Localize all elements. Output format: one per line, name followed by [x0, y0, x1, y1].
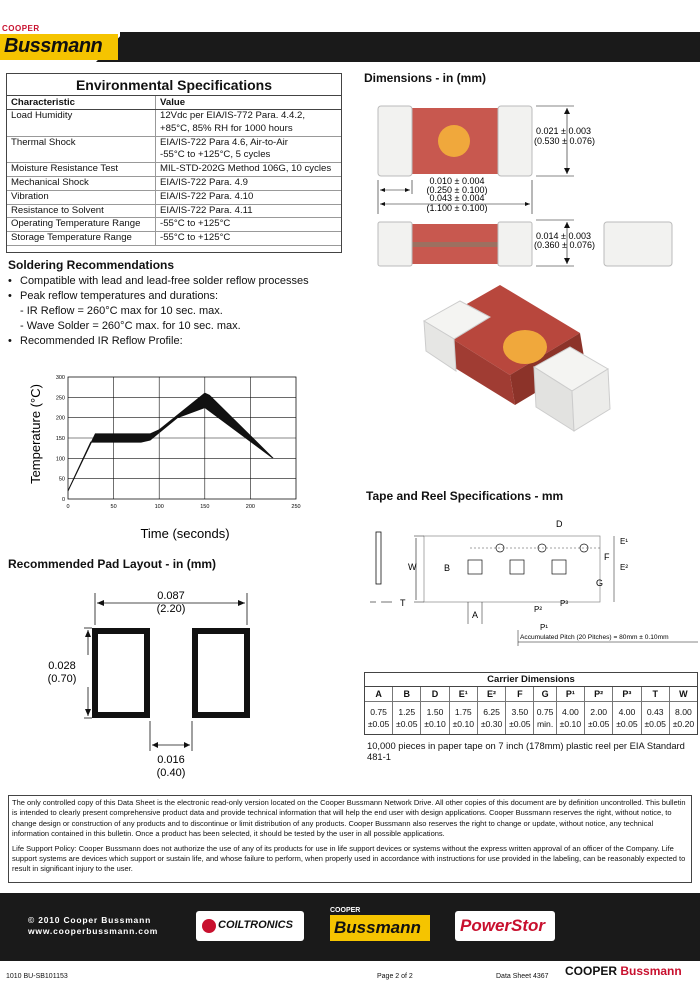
y-tick-label: 300	[55, 375, 65, 381]
x-axis-label: Time (seconds)	[140, 526, 230, 541]
env-value	[156, 218, 342, 232]
terminal-right	[498, 106, 532, 176]
reflow-profile-band	[68, 393, 273, 491]
tape-label-d: D	[556, 519, 563, 529]
carrier-header: P³	[613, 687, 641, 702]
reel-note: 10,000 pieces in paper tape on 7 inch (178mm) plastic reel per EIA Standard 481-1	[367, 740, 685, 762]
tape-label-a: A	[472, 610, 479, 620]
y-axis-label: Temperature (°C)	[28, 384, 43, 484]
env-value-line: -55°C to +125°C	[160, 218, 231, 230]
tape-label-w: W	[408, 562, 417, 572]
x-tick-label: 50	[110, 504, 117, 510]
x-tick-label: 0	[66, 504, 70, 510]
list-item: • Compatible with lead and lead-free solder reflow processes	[8, 274, 348, 289]
side-terminal-right	[498, 222, 532, 266]
height-mm: (0.530 ± 0.076)	[534, 136, 595, 146]
table-row	[7, 176, 341, 190]
powerstor-logo	[455, 911, 555, 941]
pad-layout-diagram	[40, 585, 290, 785]
page-number: Page 2 of 2	[377, 973, 413, 980]
bussmann-logo	[0, 34, 118, 60]
powerstor-text: PowerStor	[460, 916, 546, 935]
footer-copyright	[28, 915, 158, 937]
reflow-profile-chart	[28, 372, 328, 542]
carrier-cell: 8.00 ±0.20	[672, 707, 695, 729]
tape-label-f: F	[604, 552, 610, 562]
env-value-line: EIA/IS-722 Para. 4.11	[160, 204, 253, 216]
table-row	[7, 163, 341, 177]
env-value-line: 12Vdc per EIA/IS-772 Para. 4.4.2,	[160, 110, 306, 121]
list-item: - IR Reflow = 260°C max for 10 sec. max.	[20, 305, 223, 317]
tape-label-p2: P²	[534, 605, 542, 614]
tape-label-g: G	[596, 578, 604, 588]
side-terminal-left	[378, 222, 412, 266]
carrier-cell: 3.50 ±0.05	[506, 702, 534, 735]
soldering-list	[8, 274, 348, 349]
length-in: 0.043 ± 0.004	[429, 193, 485, 203]
data-sheet-number: Data Sheet 4367	[496, 973, 549, 980]
env-characteristic: Mechanical Shock	[7, 176, 156, 190]
tape-label-b: B	[444, 563, 451, 573]
col-value: Value	[156, 96, 342, 110]
x-tick-label: 150	[200, 504, 210, 510]
table-row	[7, 136, 341, 163]
carrier-table	[365, 687, 697, 734]
left-pad	[95, 631, 147, 715]
carrier-header: E²	[477, 687, 505, 702]
carrier-title: Carrier Dimensions	[365, 673, 697, 687]
env-value	[156, 110, 342, 137]
end-view	[604, 222, 672, 266]
env-value	[156, 232, 342, 246]
right-pad	[195, 631, 247, 715]
carrier-cell: 1.50 ±0.10	[421, 702, 449, 735]
carrier-cell: 1.25 ±0.05	[393, 702, 421, 735]
pad-height-in: 0.028	[48, 660, 76, 672]
carrier-header: P¹	[556, 687, 584, 702]
bussmann-footer-text: Bussmann	[334, 918, 421, 937]
pad-gap-in: 0.016	[157, 754, 185, 766]
col-characteristic: Characteristic	[7, 96, 156, 110]
y-tick-label: 250	[55, 395, 65, 402]
doc-code: 1010 BU-SB101153	[6, 973, 68, 980]
pad-gap-mm: (0.40)	[156, 767, 186, 779]
terminal-left	[378, 106, 412, 176]
env-value	[156, 190, 342, 204]
carrier-header: W	[669, 687, 697, 702]
x-tick-label: 250	[291, 504, 301, 510]
carrier-header: A	[365, 687, 393, 702]
x-tick-label: 200	[245, 504, 255, 510]
env-characteristic: Thermal Shock	[7, 136, 156, 163]
pad-height-mm: (0.70)	[47, 673, 77, 685]
env-characteristic: Operating Temperature Range	[7, 218, 156, 232]
coiltronics-logo	[196, 911, 304, 941]
table-row	[7, 218, 341, 232]
y-tick-label: 100	[55, 456, 65, 463]
env-value-line: EIA/IS-722 Para 4.6, Air-to-Air	[160, 136, 288, 148]
tape-label-p1: P¹	[540, 623, 548, 632]
pad-width-mm: (2.20)	[156, 603, 186, 615]
carrier-header: E¹	[449, 687, 477, 702]
carrier-cell: 4.00 ±0.05	[613, 702, 641, 735]
y-tick-label: 150	[55, 436, 65, 442]
env-value-line: EIA/IS-722 Para. 4.10	[160, 190, 254, 202]
thickness-in: 0.014 ± 0.003	[536, 231, 591, 241]
carrier-header: D	[421, 687, 449, 702]
soldering-title: Soldering Recommendations	[8, 258, 175, 272]
env-characteristic: Vibration	[7, 190, 156, 204]
env-value-line: MIL-STD-202G Method 106G, 10 cycles	[160, 163, 332, 175]
env-characteristic: Storage Temperature Range	[7, 232, 156, 246]
env-value	[156, 136, 342, 163]
env-value-line: EIA/IS-722 Para. 4.9	[160, 176, 248, 188]
coiltronics-text: COILTRONICS	[218, 919, 293, 931]
carrier-header: B	[393, 687, 421, 702]
tape-reel-title: Tape and Reel Specifications - mm	[366, 489, 564, 503]
tape-reel-diagram	[364, 512, 700, 652]
tape-label-e2: E²	[620, 563, 628, 572]
disclaimer-box	[8, 795, 692, 883]
dimensions-diagram	[364, 90, 700, 270]
dimensions-title: Dimensions - in (mm)	[364, 71, 487, 85]
carrier-cell: 0.43 ±0.05	[641, 702, 669, 735]
env-value	[156, 176, 342, 190]
env-value	[156, 163, 342, 177]
tape-strip	[424, 536, 600, 602]
list-item: • Peak reflow temperatures and durations:	[8, 289, 348, 304]
bussmann-footer-logo	[330, 907, 430, 943]
terminal-mm: (0.250 ± 0.100)	[426, 185, 488, 195]
logo-cooper-text: COOPER	[2, 24, 40, 33]
env-characteristic: Moisture Resistance Test	[7, 163, 156, 177]
disclaimer-text: The only controlled copy of this Data Sheet is the electronic read-only version located on the Cooper Bussmann Network Drive. All other copies of this document are by definition uncontrolled. This bulletin is intended to clearly present comprehensive product data and provide technical information that will help the end user with design applications. Cooper Bussmann reserves the right, without notice, to change design or construction of any products and to discontinue or limit distribution of any products. Cooper Bussmann also reserves the right to change or update, without notice, any technical information contained in this bulletin. Once a product has been selected, it should be tested by the user in all possible applications.	[12, 798, 686, 839]
carrier-dimensions-table	[364, 672, 698, 735]
pad-width-in: 0.087	[157, 590, 185, 602]
env-characteristic: Load Humidity	[7, 110, 156, 137]
list-item: • Recommended IR Reflow Profile:	[8, 334, 348, 349]
table-row	[7, 232, 341, 246]
carrier-cell: 0.75 min.	[534, 702, 556, 735]
carrier-cell: 6.25 ±0.30	[477, 702, 505, 735]
env-table	[7, 96, 341, 246]
length-mm: (1.100 ± 0.100)	[426, 203, 488, 213]
y-tick-label: 0	[61, 497, 65, 503]
carrier-header: T	[641, 687, 669, 702]
page-header	[0, 0, 700, 62]
bussmann-footer-cooper: COOPER	[330, 907, 361, 914]
env-characteristic: Resistance to Solvent	[7, 204, 156, 218]
tape-label-t: T	[400, 598, 406, 608]
env-value-line: -55°C to +125°C	[160, 232, 231, 244]
carrier-header: F	[506, 687, 534, 702]
pad-layout-title: Recommended Pad Layout - in (mm)	[8, 557, 217, 571]
terminal-in: 0.010 ± 0.004	[429, 176, 485, 186]
logo-text: Bussmann	[4, 35, 103, 57]
carrier-cell: 0.75 ±0.05	[365, 702, 393, 735]
tape-label-e1: E¹	[620, 537, 628, 546]
life-support-policy: Life Support Policy: Cooper Bussmann does not authorize the use of any of its products for use in life support devices or systems without the express written approval of an officer of the Company. Life support systems are devices which support or sustain life, and whose failure to perform, when properly used in accordance with instructions for use provided in the labeling, can be reasonably expected to result in significant injury to the user.	[12, 843, 686, 874]
carrier-header: P²	[585, 687, 613, 702]
table-row	[7, 110, 341, 137]
x-tick-label: 100	[154, 504, 164, 510]
cooper-bussmann-logo: COOPER Bussmann	[565, 964, 682, 978]
thickness-mm: (0.360 ± 0.076)	[534, 240, 595, 250]
height-in: 0.021 ± 0.003	[536, 126, 591, 136]
header-bar	[120, 32, 700, 62]
pitch-note: Accumulated Pitch (20 Pitches) = 80mm ± 0.10mm	[520, 634, 669, 641]
table-row	[7, 190, 341, 204]
environmental-specs-table	[6, 73, 342, 253]
table-row	[7, 204, 341, 218]
y-tick-label: 50	[58, 476, 65, 483]
tape-label-p3: P³	[560, 599, 568, 608]
carrier-cell: 4.00 ±0.10	[556, 702, 584, 735]
footer-bottom	[0, 961, 700, 998]
marking-dot	[438, 125, 470, 157]
footer-bar	[0, 893, 700, 961]
component-3d-render	[420, 285, 620, 435]
website-link[interactable]: www.cooperbussmann.com	[28, 926, 159, 936]
list-item: - Wave Solder = 260°C max. for 10 sec. max.	[20, 320, 241, 332]
carrier-cell: 2.00 ±0.05	[585, 702, 613, 735]
y-tick-label: 200	[55, 415, 65, 422]
carrier-header: G	[534, 687, 556, 702]
env-value-line: -55°C to +125°C, 5 cycles	[160, 149, 271, 161]
env-value	[156, 204, 342, 218]
coiltronics-icon	[202, 919, 216, 933]
env-value-line: +85°C, 85% RH for 1000 hours	[160, 122, 293, 134]
carrier-cell: 1.75 ±0.10	[449, 702, 477, 735]
env-title: Environmental Specifications	[7, 74, 341, 96]
copyright-text: © 2010 Cooper Bussmann	[28, 915, 152, 925]
